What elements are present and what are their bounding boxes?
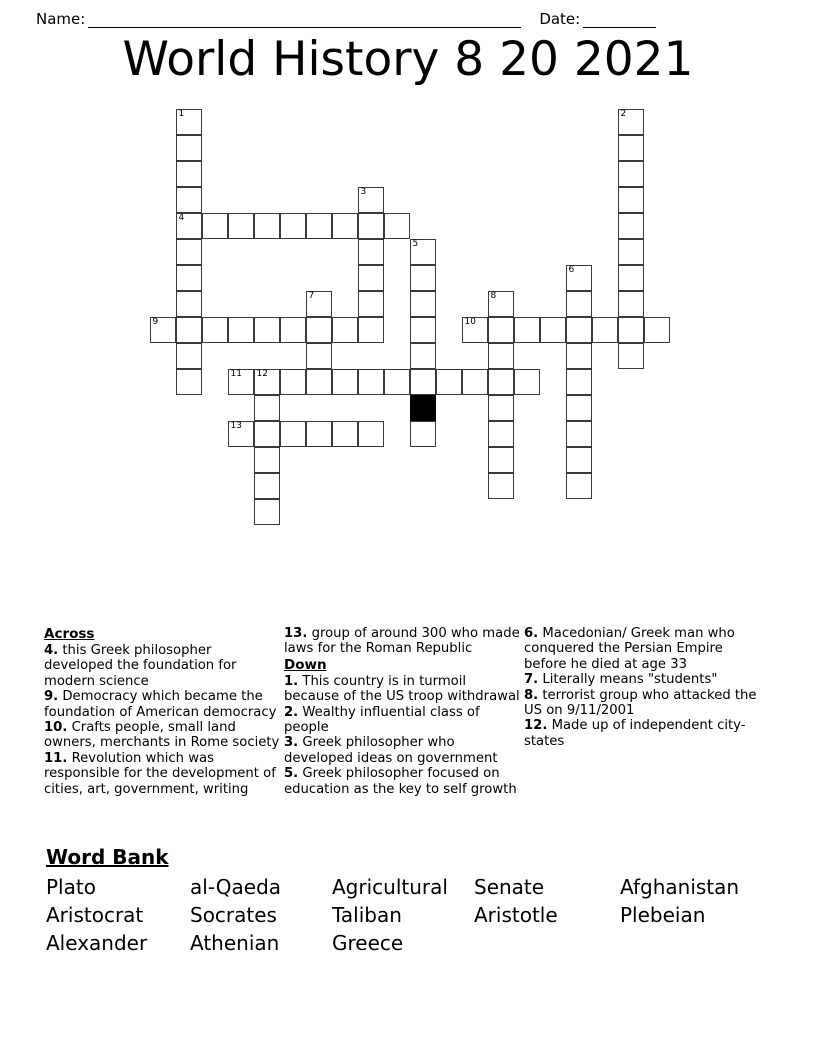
clue-text: Macedonian/ Greek man who conquered the Persian Empire before he died at age 33 [524,626,735,672]
grid-cell-number: 1 [178,109,185,119]
grid-cell[interactable] [254,473,280,499]
page-title: World History 8 20 2021 [122,32,694,87]
grid-cell[interactable] [280,369,306,395]
grid-cell[interactable] [488,343,514,369]
grid-cell-number: 12 [256,369,268,379]
date-label: Date: [539,10,581,28]
grid-cell[interactable] [176,369,202,395]
down-heading: Down [284,656,327,673]
word-bank-word: Aristotle [474,903,558,927]
grid-cell[interactable] [254,447,280,473]
grid-cell[interactable] [358,213,384,239]
grid-cell[interactable] [358,239,384,265]
clue-down-1 [284,674,520,705]
grid-cell[interactable] [176,161,202,187]
grid-cell[interactable] [618,109,644,135]
grid-cell[interactable] [540,317,566,343]
clue-down-8 [524,688,768,719]
clue-number: 12. [524,718,548,734]
clue-down-12 [524,718,768,749]
grid-cell[interactable] [176,187,202,213]
grid-cell[interactable] [332,317,358,343]
grid-cell[interactable] [618,135,644,161]
clue-number: 3. [284,735,299,751]
grid-cell[interactable] [514,369,540,395]
grid-cell[interactable] [176,135,202,161]
word-bank-word: Senate [474,875,545,899]
across-heading: Across [44,626,95,642]
grid-cell[interactable] [254,421,280,447]
grid-cell-number: 10 [464,317,476,327]
grid-cell[interactable] [254,369,280,395]
word-bank-word: Afghanistan [620,875,740,899]
grid-cell[interactable] [514,317,540,343]
grid-cell[interactable] [280,317,306,343]
grid-cell[interactable] [358,317,384,343]
grid-cell[interactable] [592,317,618,343]
grid-cell[interactable] [488,395,514,421]
grid-cell-number: 9 [152,317,159,327]
grid-cell[interactable] [488,369,514,395]
clue-across-10 [44,720,280,751]
clues-column-3 [524,626,772,749]
grid-cell[interactable] [618,187,644,213]
grid-cell-number: 6 [568,265,575,275]
clue-across-4 [44,643,280,689]
grid-cell[interactable] [410,265,436,291]
grid-cell[interactable] [410,343,436,369]
grid-cell[interactable] [618,343,644,369]
grid-cell[interactable] [358,369,384,395]
clue-number: 6. [524,626,539,641]
clue-number: 2. [284,704,299,720]
grid-cell[interactable] [306,317,332,343]
clue-down-7 [524,672,768,687]
grid-cell[interactable] [644,317,670,343]
word-bank-word: Aristocrat [46,903,144,927]
grid-cell[interactable] [358,421,384,447]
word-bank-word: Plato [46,875,96,899]
grid-cell[interactable] [462,369,488,395]
grid-cell-number: 8 [490,291,497,301]
grid-cell-blocked [410,395,436,421]
grid-cell[interactable] [202,317,228,343]
word-bank-word [474,929,620,957]
grid-cell-number: 2 [620,109,627,119]
grid-cell[interactable] [306,421,332,447]
word-bank-word: Socrates [190,903,277,927]
grid-cell[interactable] [566,395,592,421]
clue-across-9 [44,689,280,720]
clue-number: 4. [44,643,59,658]
grid-cell[interactable] [306,213,332,239]
clue-text: Democracy which became the foundation of American democracy [44,689,277,720]
clue-text: Revolution which was responsible for the development of cities, art, government, writing [44,750,276,797]
clue-text: group of around 300 who made laws for the Roman Republic [284,626,520,657]
grid-cell[interactable] [566,421,592,447]
clue-down-6 [524,626,768,672]
word-bank-word: Alexander [46,931,148,955]
grid-cell[interactable] [228,369,254,395]
grid-cell[interactable] [566,265,592,291]
grid-cell[interactable] [332,213,358,239]
word-bank-word: Agricultural [332,875,448,899]
grid-cell[interactable] [410,317,436,343]
clue-number: 5. [284,766,299,782]
grid-cell[interactable] [254,213,280,239]
clue-number: 7. [524,672,539,688]
name-label: Name: [36,10,86,28]
clue-across-13 [284,626,520,657]
word-bank-word: Taliban [332,903,402,927]
grid-cell-number: 11 [230,369,242,379]
grid-cell[interactable] [254,395,280,421]
grid-cell[interactable] [228,421,254,447]
clues-section [44,626,772,797]
grid-cell[interactable] [566,343,592,369]
grid-cell[interactable] [228,317,254,343]
grid-cell[interactable] [384,213,410,239]
clue-number: 1. [284,673,299,689]
grid-cell[interactable] [618,161,644,187]
grid-cell[interactable] [176,343,202,369]
word-bank-word: Greece [332,931,404,955]
clue-text: Greek philosopher who developed ideas on government [284,735,498,766]
clue-down-3 [284,735,520,766]
clue-text: This country is in turmoil because of the US troop withdrawal [284,673,520,705]
grid-cell[interactable] [254,499,280,525]
grid-cell[interactable] [618,291,644,317]
clue-text: Crafts people, small land owners, merchants in Rome society [44,720,280,751]
word-bank-word [620,929,780,957]
clue-down-2 [284,705,520,736]
grid-cell[interactable] [410,369,436,395]
grid-cell[interactable] [202,213,228,239]
word-bank-word: al-Qaeda [190,875,282,899]
grid-cell[interactable] [176,213,202,239]
clue-text: Wealthy influential class of people [284,704,480,736]
grid-cell[interactable] [436,369,462,395]
grid-cell[interactable] [358,291,384,317]
grid-cell[interactable] [280,421,306,447]
grid-cell[interactable] [566,317,592,343]
grid-cell[interactable] [566,473,592,499]
grid-cell[interactable] [618,213,644,239]
clues-column-1 [44,626,284,797]
grid-cell[interactable] [488,317,514,343]
word-bank-row [46,873,786,901]
grid-cell[interactable] [306,291,332,317]
clue-text: terrorist group who attacked the US on 9/11/2001 [524,687,757,719]
grid-cell[interactable] [384,369,410,395]
grid-cell-number: 3 [360,187,367,197]
grid-cell[interactable] [332,421,358,447]
clue-number: 8. [524,687,539,703]
grid-cell[interactable] [566,291,592,317]
grid-cell[interactable] [306,343,332,369]
grid-cell[interactable] [176,291,202,317]
grid-cell[interactable] [410,421,436,447]
grid-cell-number: 5 [412,239,419,249]
grid-cell[interactable] [566,447,592,473]
grid-cell[interactable] [176,239,202,265]
grid-cell[interactable] [488,447,514,473]
grid-cell[interactable] [358,187,384,213]
grid-cell[interactable] [488,291,514,317]
clue-across-11 [44,751,280,797]
word-bank-heading: Word Bank [46,845,169,869]
grid-cell[interactable] [176,265,202,291]
grid-cell[interactable] [618,239,644,265]
clue-number: 10. [44,720,68,736]
grid-cell[interactable] [280,213,306,239]
clues-column-2 [284,626,524,797]
clue-text: Made up of independent city-states [524,718,746,749]
clue-down-5 [284,766,520,797]
grid-cell[interactable] [358,265,384,291]
grid-cell[interactable] [618,265,644,291]
grid-cell[interactable] [176,109,202,135]
word-bank-section [46,845,786,957]
grid-cell[interactable] [488,473,514,499]
grid-cell-number: 7 [308,291,315,301]
grid-cell[interactable] [410,291,436,317]
grid-cell[interactable] [306,369,332,395]
grid-cell[interactable] [618,317,644,343]
clue-number: 9. [44,689,59,705]
clue-text: Greek philosopher focused on education as the key to self growth [284,766,517,797]
clue-text: this Greek philosopher developed the foundation for modern science [44,643,237,689]
clue-number: 11. [44,750,68,766]
grid-cell-number: 4 [178,213,185,223]
grid-cell[interactable] [566,369,592,395]
grid-cell[interactable] [150,317,176,343]
grid-cell[interactable] [488,421,514,447]
word-bank-word: Athenian [190,931,280,955]
grid-cell[interactable] [176,317,202,343]
clue-text: Literally means "students" [542,672,718,688]
grid-cell[interactable] [228,213,254,239]
clue-number: 13. [284,626,308,641]
grid-cell[interactable] [254,317,280,343]
grid-cell[interactable] [462,317,488,343]
grid-cell[interactable] [410,239,436,265]
word-bank-row [46,929,786,957]
grid-cell-number: 13 [230,421,242,431]
grid-cell[interactable] [332,369,358,395]
word-bank-row [46,901,786,929]
word-bank-word: Plebeian [620,903,706,927]
